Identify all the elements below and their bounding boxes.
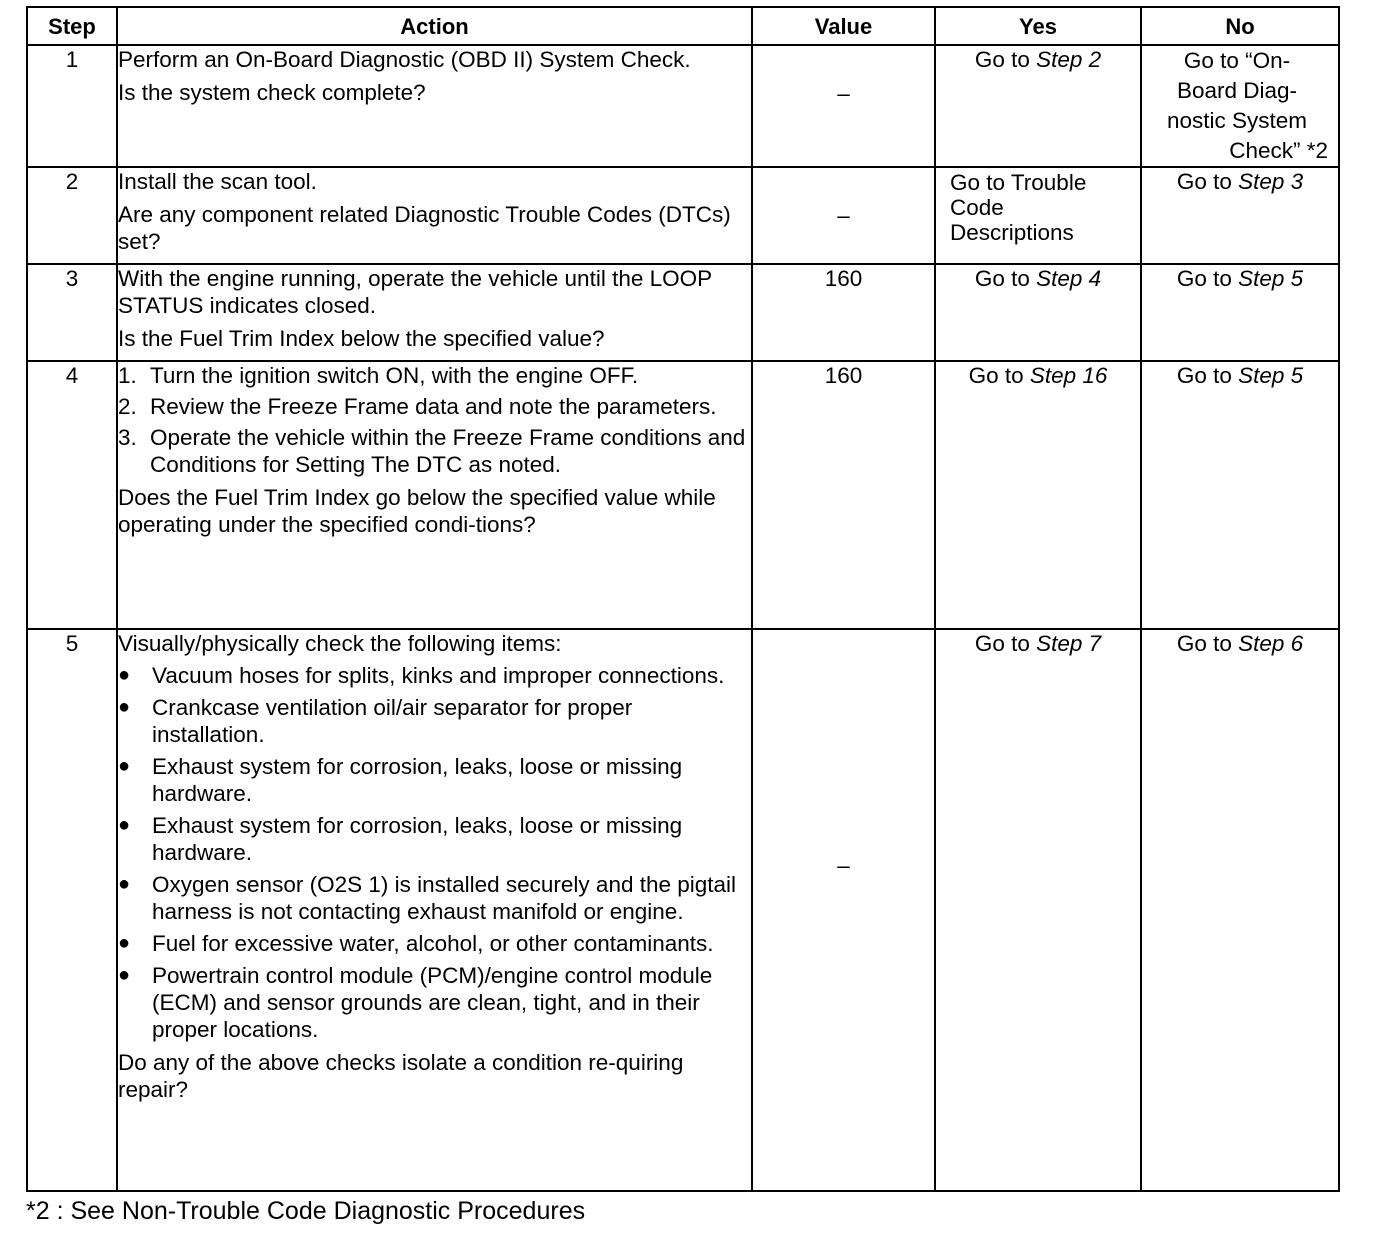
no-cell bbox=[1141, 361, 1339, 629]
yes-line[interactable]: Descriptions bbox=[950, 220, 1074, 245]
yes-prefix: Go to bbox=[968, 363, 1030, 388]
bullet-item bbox=[118, 962, 751, 1043]
no-step-link[interactable]: Step 5 bbox=[1238, 363, 1304, 388]
yes-cell bbox=[935, 629, 1141, 1191]
yes-cell bbox=[935, 264, 1141, 361]
yes-step-link[interactable]: Step 7 bbox=[1036, 631, 1102, 656]
no-cell bbox=[1141, 167, 1339, 264]
bullet-text: Crankcase ventilation oil/air separator for proper installation. bbox=[152, 695, 633, 747]
no-cell bbox=[1141, 45, 1339, 167]
header-row bbox=[27, 7, 1339, 45]
diagnostic-procedure bbox=[26, 6, 1338, 1192]
bullet-icon: ● bbox=[118, 696, 131, 718]
action-cell bbox=[117, 629, 752, 1191]
yes-prefix: Go to bbox=[974, 631, 1037, 656]
action-question: Is the Fuel Trim Index below the specified value? bbox=[118, 326, 605, 351]
bullet-item bbox=[118, 753, 751, 807]
numbered-item bbox=[118, 393, 751, 420]
bullet-icon: ● bbox=[118, 664, 131, 686]
value-cell: – bbox=[752, 167, 935, 264]
yes-step-link[interactable]: Step 2 bbox=[1036, 47, 1102, 72]
bullet-icon: ● bbox=[118, 755, 131, 777]
header-yes: Yes bbox=[935, 7, 1141, 45]
action-text: With the engine running, operate the vehicle until the LOOP STATUS indicates closed. bbox=[118, 266, 712, 318]
item-number: 2. bbox=[118, 394, 137, 419]
step-number: 1 bbox=[27, 45, 117, 167]
table-row bbox=[27, 167, 1339, 264]
bullet-item bbox=[118, 812, 751, 866]
step-number: 5 bbox=[27, 629, 117, 1191]
no-step-link[interactable]: Step 6 bbox=[1238, 631, 1304, 656]
value-cell: – bbox=[752, 629, 935, 1191]
item-number: 3. bbox=[118, 425, 137, 450]
action-intro: Visually/physically check the following items: bbox=[118, 631, 562, 656]
no-step-link[interactable]: Step 3 bbox=[1238, 169, 1304, 194]
no-prefix: Go to bbox=[1176, 169, 1239, 194]
table-row bbox=[27, 361, 1339, 629]
footnote: *2 : See Non-Trouble Code Diagnostic Procedures bbox=[26, 1197, 586, 1225]
item-text: Operate the vehicle within the Freeze Frame conditions and Conditions for Setting The DTC as noted. bbox=[150, 425, 746, 477]
yes-prefix: Go to bbox=[974, 47, 1037, 72]
bullet-icon: ● bbox=[118, 964, 131, 986]
value-cell: 160 bbox=[752, 361, 935, 629]
bullet-icon: ● bbox=[118, 814, 131, 836]
header-action: Action bbox=[117, 7, 752, 45]
no-prefix: Go to bbox=[1176, 631, 1239, 656]
no-line[interactable]: nostic System bbox=[1166, 108, 1308, 133]
bullet-item bbox=[118, 694, 751, 748]
bullet-text: Oxygen sensor (O2S 1) is installed securely and the pigtail harness is not contacting exhaust manifold or engine. bbox=[152, 872, 737, 924]
bullet-text: Exhaust system for corrosion, leaks, loose or missing hardware. bbox=[152, 754, 683, 806]
yes-cell bbox=[935, 167, 1141, 264]
action-cell bbox=[117, 167, 752, 264]
step-number: 2 bbox=[27, 167, 117, 264]
yes-line[interactable]: Go to Trouble bbox=[950, 170, 1087, 195]
action-question: Are any component related Diagnostic Trouble Codes (DTCs) set? bbox=[118, 202, 731, 254]
bullet-text: Powertrain control module (PCM)/engine control module (ECM) and sensor grounds are clean, tight, and in their proper locations. bbox=[152, 963, 713, 1042]
bullet-text: Vacuum hoses for splits, kinks and improper connections. bbox=[152, 663, 725, 688]
item-text: Turn the ignition switch ON, with the engine OFF. bbox=[150, 363, 639, 388]
yes-line[interactable]: Code bbox=[950, 195, 1004, 220]
action-cell bbox=[117, 264, 752, 361]
header-value: Value bbox=[752, 7, 935, 45]
no-line[interactable]: Go to “On- bbox=[1183, 48, 1291, 73]
yes-prefix: Go to bbox=[974, 266, 1037, 291]
bullet-icon: ● bbox=[118, 873, 131, 895]
bullet-item bbox=[118, 930, 751, 957]
numbered-item bbox=[118, 362, 751, 389]
no-step-link[interactable]: Step 5 bbox=[1238, 266, 1304, 291]
yes-cell bbox=[935, 361, 1141, 629]
yes-step-link[interactable]: Step 4 bbox=[1036, 266, 1102, 291]
bullet-text: Exhaust system for corrosion, leaks, loose or missing hardware. bbox=[152, 813, 683, 865]
table-row bbox=[27, 629, 1339, 1191]
bullet-icon: ● bbox=[118, 932, 131, 954]
item-number: 1. bbox=[118, 363, 137, 388]
header-no: No bbox=[1141, 7, 1339, 45]
yes-step-link[interactable]: Step 16 bbox=[1029, 363, 1108, 388]
value-cell: – bbox=[752, 45, 935, 167]
action-question: Is the system check complete? bbox=[118, 80, 426, 105]
action-question: Does the Fuel Trim Index go below the specified value while operating under the specified condi-tions? bbox=[118, 485, 716, 537]
table-row bbox=[27, 264, 1339, 361]
action-cell bbox=[117, 361, 752, 629]
action-text: Perform an On-Board Diagnostic (OBD II) System Check. bbox=[118, 47, 691, 72]
diagnostic-table bbox=[26, 6, 1340, 1192]
value-cell: 160 bbox=[752, 264, 935, 361]
no-cell bbox=[1141, 264, 1339, 361]
numbered-item bbox=[118, 424, 751, 478]
bullet-item bbox=[118, 871, 751, 925]
no-prefix: Go to bbox=[1176, 266, 1239, 291]
no-cell bbox=[1141, 629, 1339, 1191]
table-row bbox=[27, 45, 1339, 167]
bullet-item bbox=[118, 662, 751, 689]
no-line[interactable]: Board Diag- bbox=[1176, 78, 1298, 103]
item-text: Review the Freeze Frame data and note the parameters. bbox=[150, 394, 717, 419]
yes-cell bbox=[935, 45, 1141, 167]
step-number: 4 bbox=[27, 361, 117, 629]
action-text: Install the scan tool. bbox=[118, 169, 317, 194]
action-cell bbox=[117, 45, 752, 167]
header-step: Step bbox=[27, 7, 117, 45]
step-number: 3 bbox=[27, 264, 117, 361]
bullet-text: Fuel for excessive water, alcohol, or other contaminants. bbox=[152, 931, 714, 956]
action-question: Do any of the above checks isolate a condition re-quiring repair? bbox=[118, 1050, 684, 1102]
no-line[interactable]: Check” *2 bbox=[1229, 138, 1328, 163]
no-prefix: Go to bbox=[1176, 363, 1239, 388]
